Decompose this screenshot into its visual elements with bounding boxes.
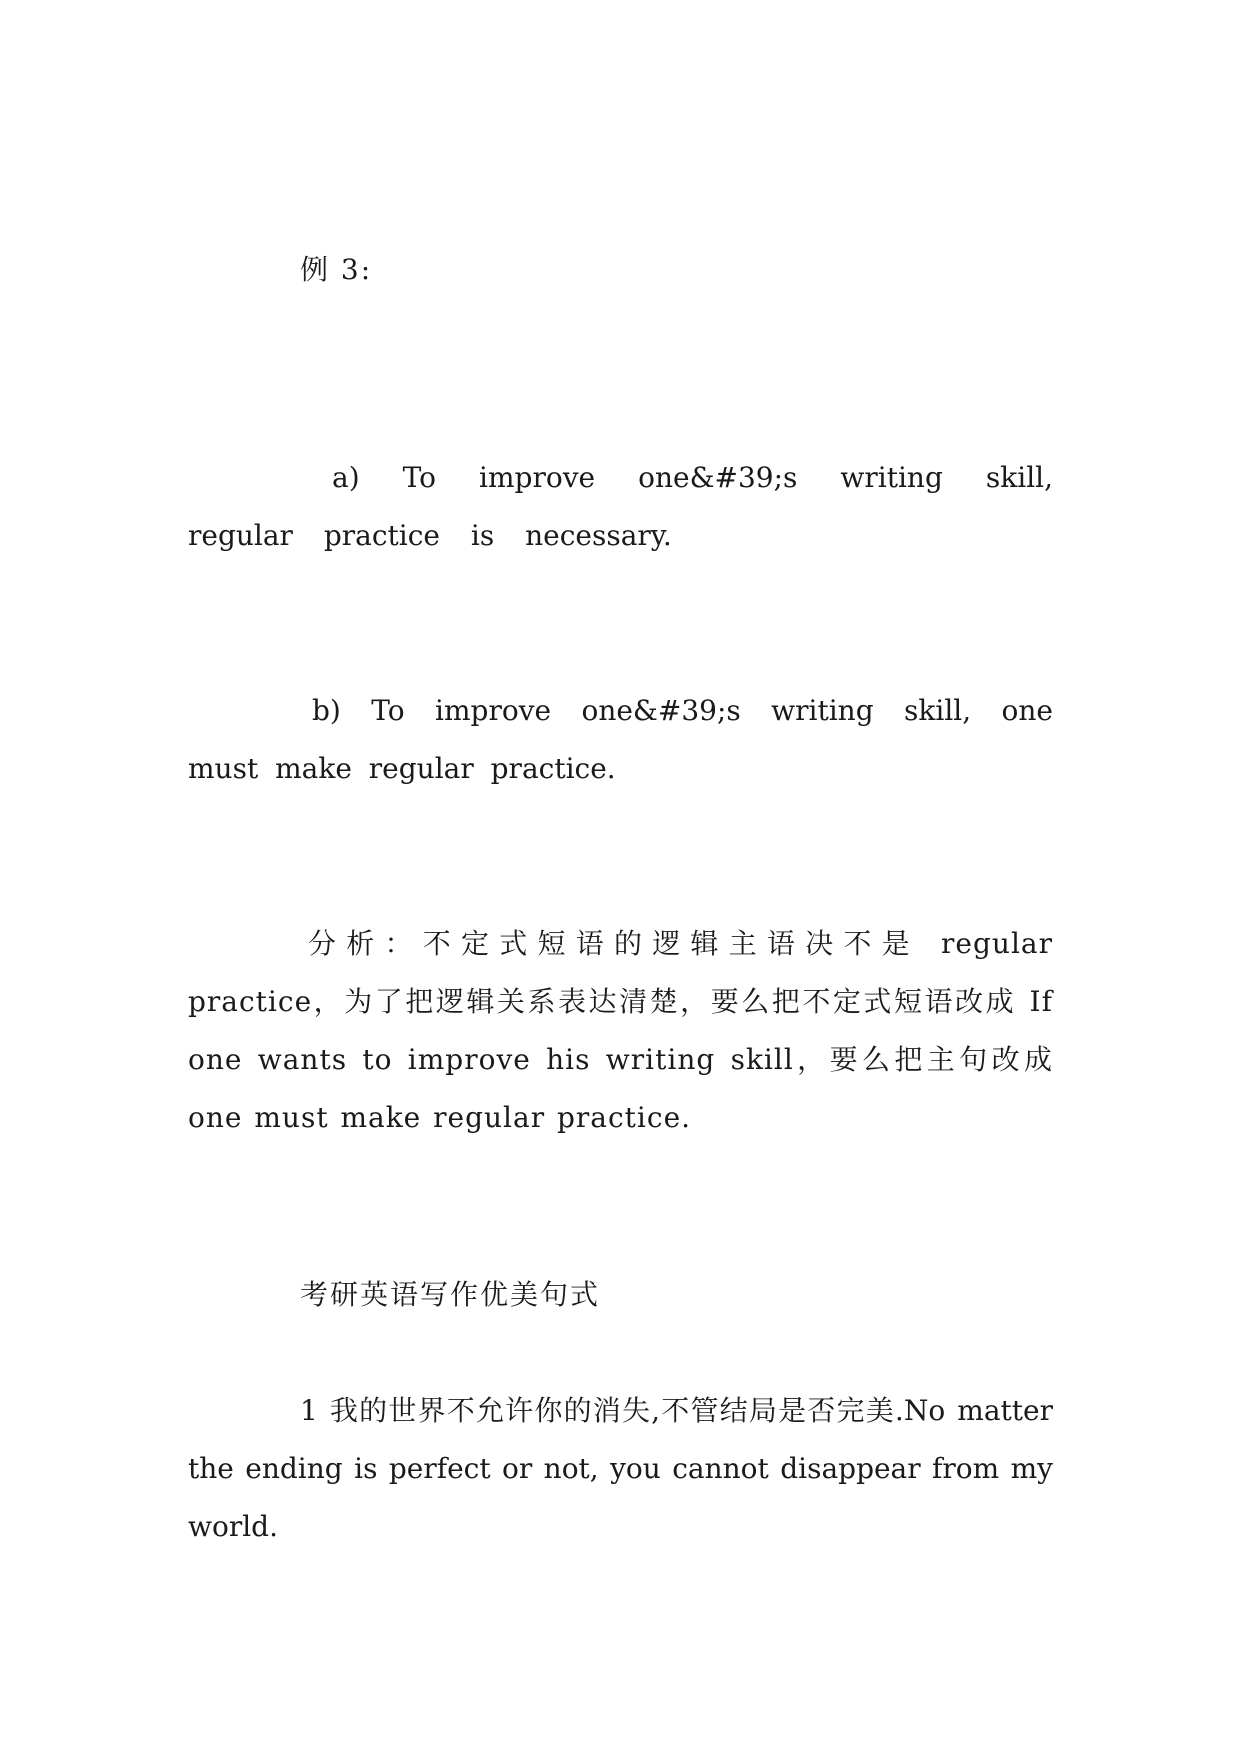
sentence-item-1: 1 我的世界不允许你的消失,不管结局是否完美.No matter the ending is perfect or not, you cannot disappear from my world. [188, 1394, 1053, 1543]
example-label: 例 3: [300, 253, 373, 286]
example-sentence-a: a) To improve one&#39;s writing skill, regular practice is necessary. [188, 461, 1053, 552]
analysis-paragraph: 分析：不定式短语的逻辑主语决不是 regular practice，为了把逻辑关系表达清楚，要么把不定式短语改成 If one wants to improve his writing skill，要么把主句改成 one must make regular practice. [188, 927, 1053, 1134]
section-title: 考研英语写作优美句式 [300, 1278, 601, 1311]
example-sentence-b: b) To improve one&#39;s writing skill, one must make regular practice. [188, 694, 1053, 785]
